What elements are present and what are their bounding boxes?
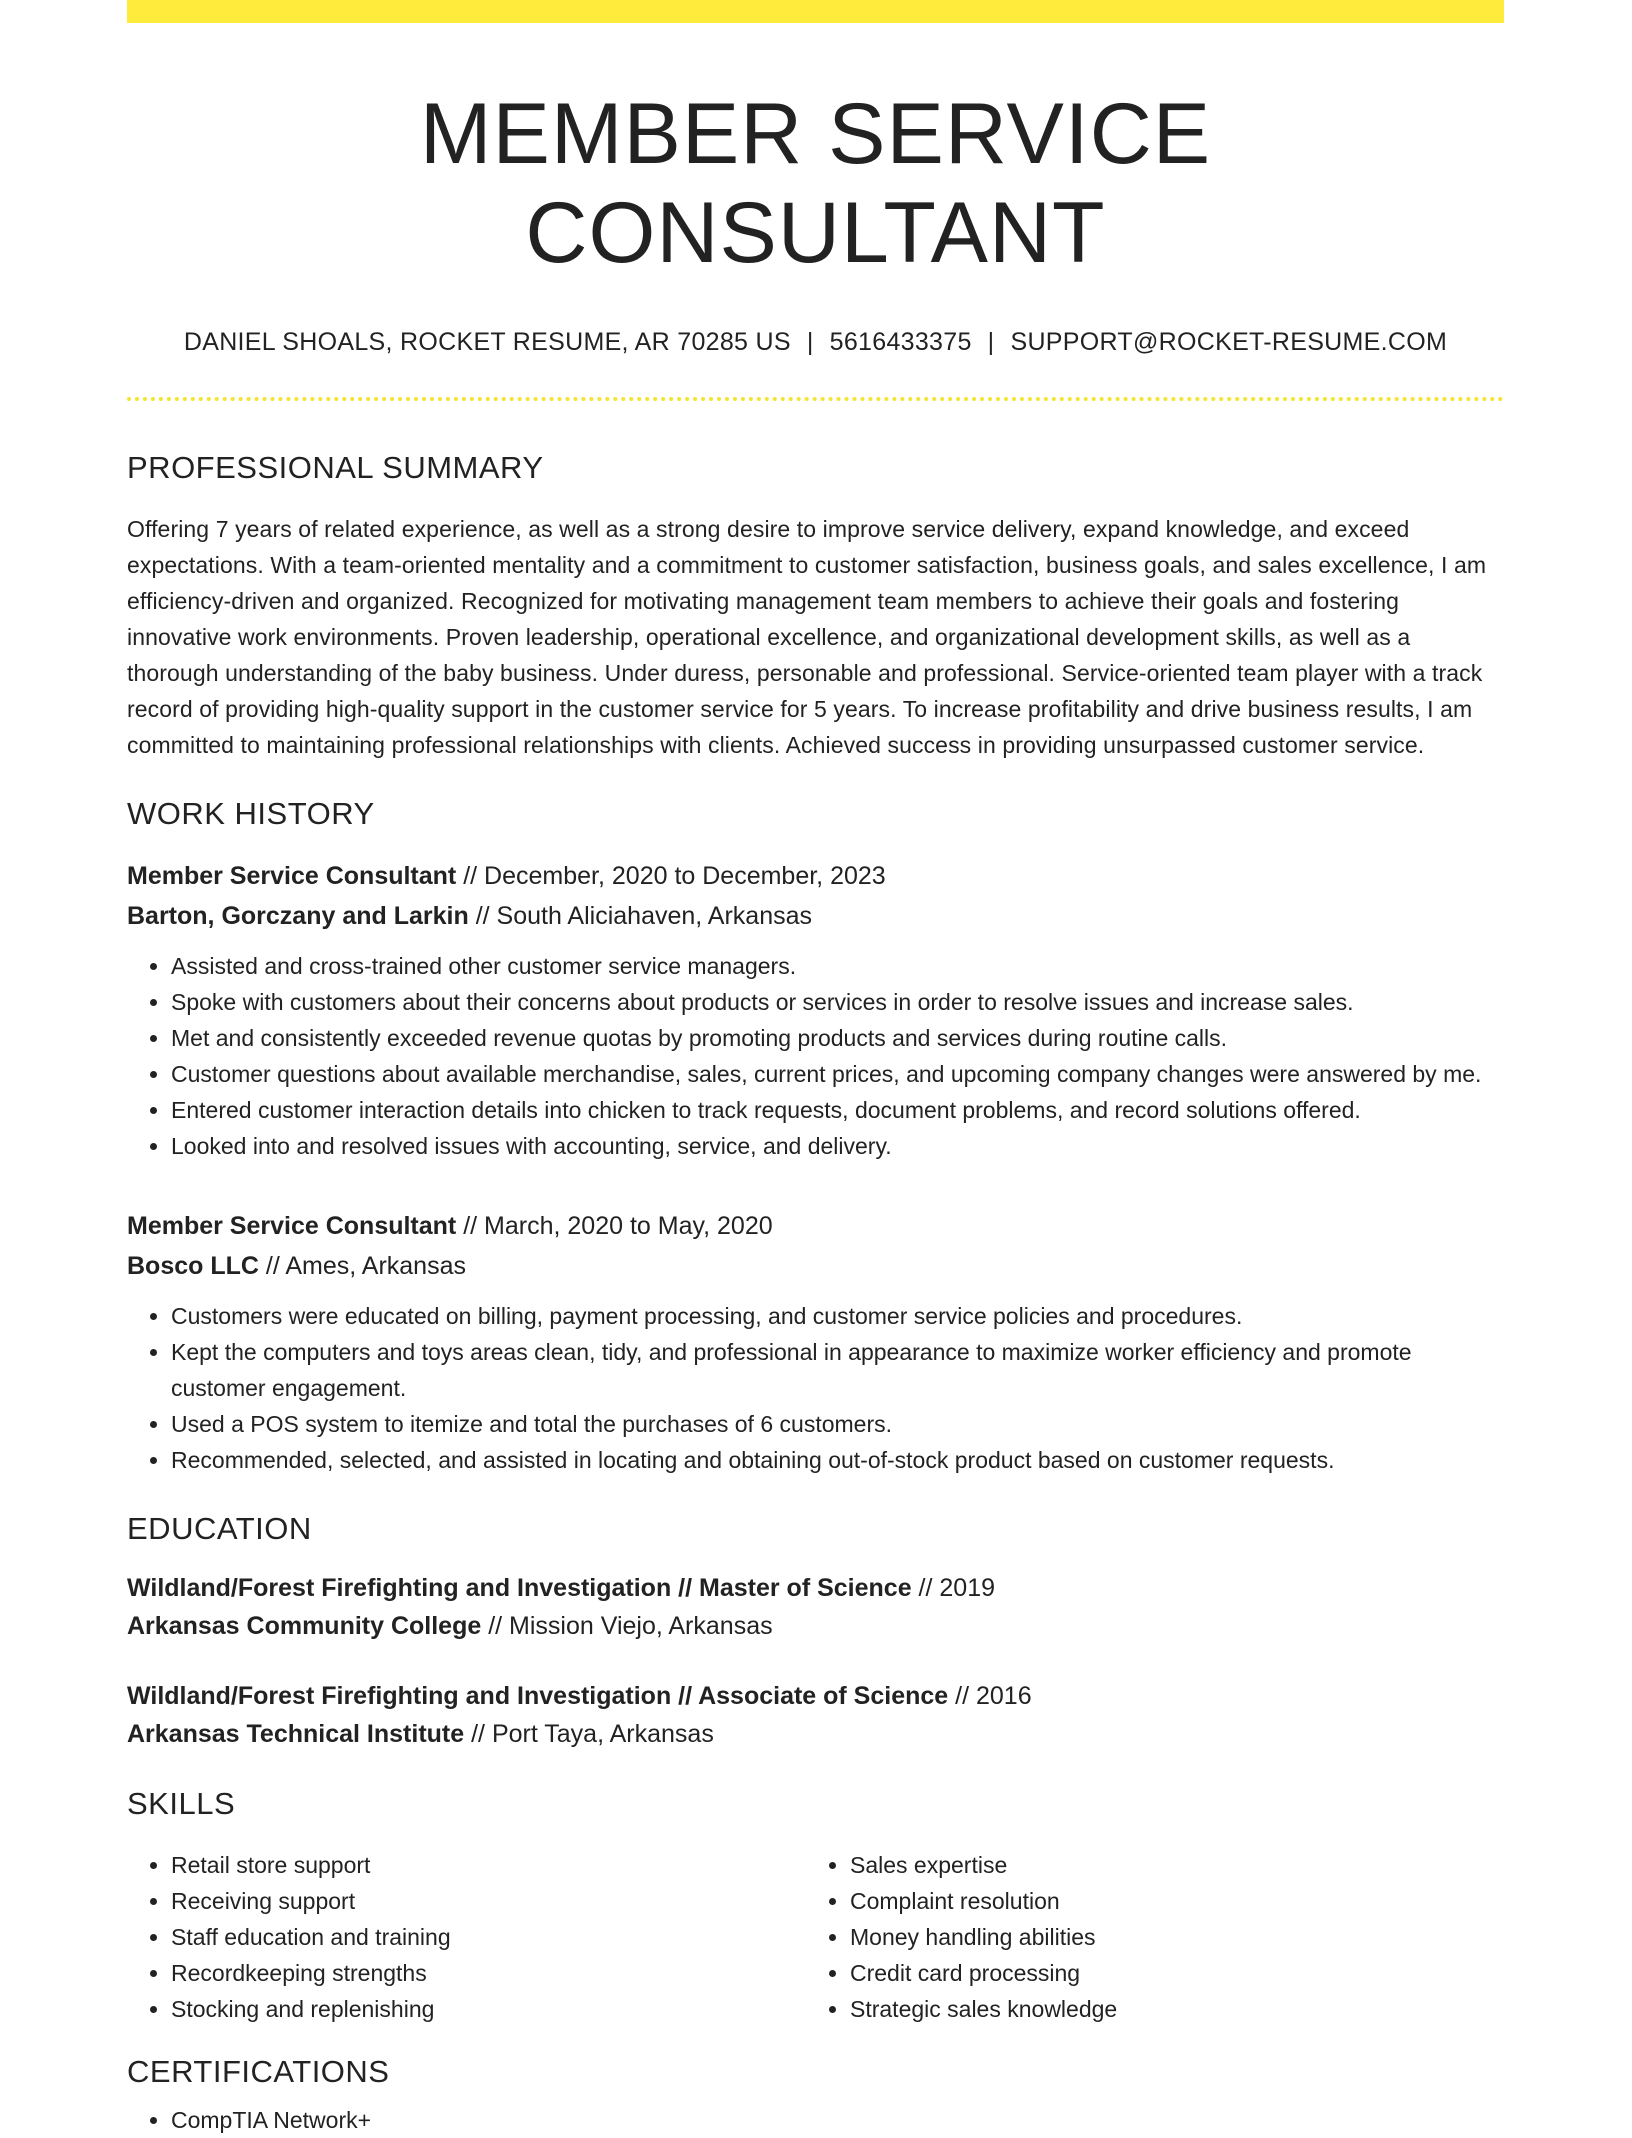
list-item: • Met and consistently exceeded revenue quotas by promoting products and services during routine calls.: [171, 1020, 1504, 1056]
skill-item: • Strategic sales knowledge: [850, 1991, 1485, 2027]
education-school: Arkansas Community College: [127, 1612, 482, 1641]
job-dates: // December, 2020 to December, 2023: [456, 862, 886, 891]
skills-columns: [127, 1847, 1504, 2027]
list-item: • Customers were educated on billing, payment processing, and customer service policies and procedures.: [171, 1298, 1504, 1334]
list-item: • Kept the computers and toys areas clean, tidy, and professional in appearance to maximize worker efficiency and promote customer engagement.: [171, 1334, 1504, 1406]
skill-item: • Complaint resolution: [850, 1883, 1485, 1919]
list-item: • Used a POS system to itemize and total the purchases of 6 customers.: [171, 1406, 1504, 1442]
education-degree: Wildland/Forest Firefighting and Investigation // Master of Science: [127, 1574, 912, 1603]
job-company-line: [127, 896, 1504, 936]
job-title: Member Service Consultant: [127, 1212, 457, 1241]
contact-address: DANIEL SHOALS, ROCKET RESUME, AR 70285 US: [183, 327, 791, 356]
job-entry: [127, 1206, 1504, 1478]
job-company-line: [127, 1246, 1504, 1286]
education-degree-line: [127, 1569, 1504, 1607]
contact-email: SUPPORT@ROCKET-RESUME.COM: [1010, 327, 1448, 356]
dotted-divider: [127, 397, 1504, 401]
summary-text: Offering 7 years of related experience, as well as a strong desire to improve service delivery, expand knowledge, and exceed expectations. With a team-oriented mentality and a commitment to customer satisfaction, business goals, and sales excellence, I am efficiency-driven and organized. Recognized for motivating management team members to achieve their goals and fostering innovative work environments. Proven leadership, operational excellence, and organizational development skills, as well as a thorough understanding of the baby business. Under duress, personable and professional. Service-oriented team player with a track record of providing high-quality support in the customer service for 5 years. To increase profitability and drive business results, I am committed to maintaining professional relationships with clients. Achieved success in providing unsurpassed customer service.: [127, 515, 1487, 758]
education-school-line: [127, 1607, 1504, 1645]
job-bullets: [127, 948, 1504, 1164]
list-item: • Entered customer interaction details into chicken to track requests, document problems, and record solutions offered.: [171, 1092, 1504, 1128]
education-entry: [127, 1677, 1504, 1753]
job-title: Member Service Consultant: [127, 862, 457, 891]
contact-separator: |: [987, 327, 995, 356]
education-location: // Mission Viejo, Arkansas: [481, 1612, 773, 1641]
certifications-list: [127, 2102, 1504, 2138]
skill-item: • Credit card processing: [850, 1955, 1485, 1991]
accent-top-bar: [127, 0, 1504, 23]
list-item: • Customer questions about available merchandise, sales, current prices, and upcoming company changes were answered by me.: [171, 1056, 1504, 1092]
education-year: // 2019: [911, 1574, 996, 1603]
certification-item: • CompTIA Network+: [171, 2102, 1504, 2138]
skill-item: • Recordkeeping strengths: [171, 1955, 806, 1991]
resume-title: MEMBER SERVICE CONSULTANT: [419, 86, 1212, 281]
job-company: Barton, Gorczany and Larkin: [127, 902, 469, 931]
skill-item: • Sales expertise: [850, 1847, 1485, 1883]
job-company: Bosco LLC: [127, 1252, 259, 1281]
skill-item: • Receiving support: [171, 1883, 806, 1919]
education-heading: EDUCATION: [127, 1511, 312, 1547]
education-school: Arkansas Technical Institute: [127, 1720, 465, 1749]
skill-item: • Money handling abilities: [850, 1919, 1485, 1955]
education-entry: [127, 1569, 1504, 1645]
list-item: • Recommended, selected, and assisted in locating and obtaining out-of-stock product based on customer requests.: [171, 1442, 1504, 1478]
certifications-heading: CERTIFICATIONS: [127, 2053, 390, 2089]
contact-separator: |: [806, 327, 814, 356]
job-entry: [127, 856, 1504, 1164]
skills-list-right: [806, 1847, 1485, 2027]
job-title-line: [127, 1206, 1504, 1246]
education-location: // Port Taya, Arkansas: [464, 1720, 714, 1749]
contact-line: [127, 327, 1504, 357]
education-school-line: [127, 1715, 1504, 1753]
list-item: • Assisted and cross-trained other customer service managers.: [171, 948, 1504, 984]
resume-page: [127, 0, 1504, 2138]
job-bullets: [127, 1298, 1504, 1478]
skill-item: • Staff education and training: [171, 1919, 806, 1955]
list-item: • Looked into and resolved issues with accounting, service, and delivery.: [171, 1128, 1504, 1164]
job-dates: // March, 2020 to May, 2020: [456, 1212, 773, 1241]
summary-heading: PROFESSIONAL SUMMARY: [127, 449, 544, 485]
job-location: // Ames, Arkansas: [258, 1252, 466, 1281]
skill-item: • Retail store support: [171, 1847, 806, 1883]
education-degree-line: [127, 1677, 1504, 1715]
skills-heading: SKILLS: [127, 1786, 236, 1822]
contact-phone: 5616433375: [829, 327, 972, 356]
job-title-line: [127, 856, 1504, 896]
list-item: • Spoke with customers about their concerns about products or services in order to resolve issues and increase sales.: [171, 984, 1504, 1020]
job-location: // South Aliciahaven, Arkansas: [468, 902, 813, 931]
education-degree: Wildland/Forest Firefighting and Investigation // Associate of Science: [127, 1682, 949, 1711]
skill-item: • Stocking and replenishing: [171, 1991, 806, 2027]
education-year: // 2016: [948, 1682, 1032, 1711]
skills-list-left: [127, 1847, 806, 2027]
work-history-heading: WORK HISTORY: [127, 795, 375, 831]
